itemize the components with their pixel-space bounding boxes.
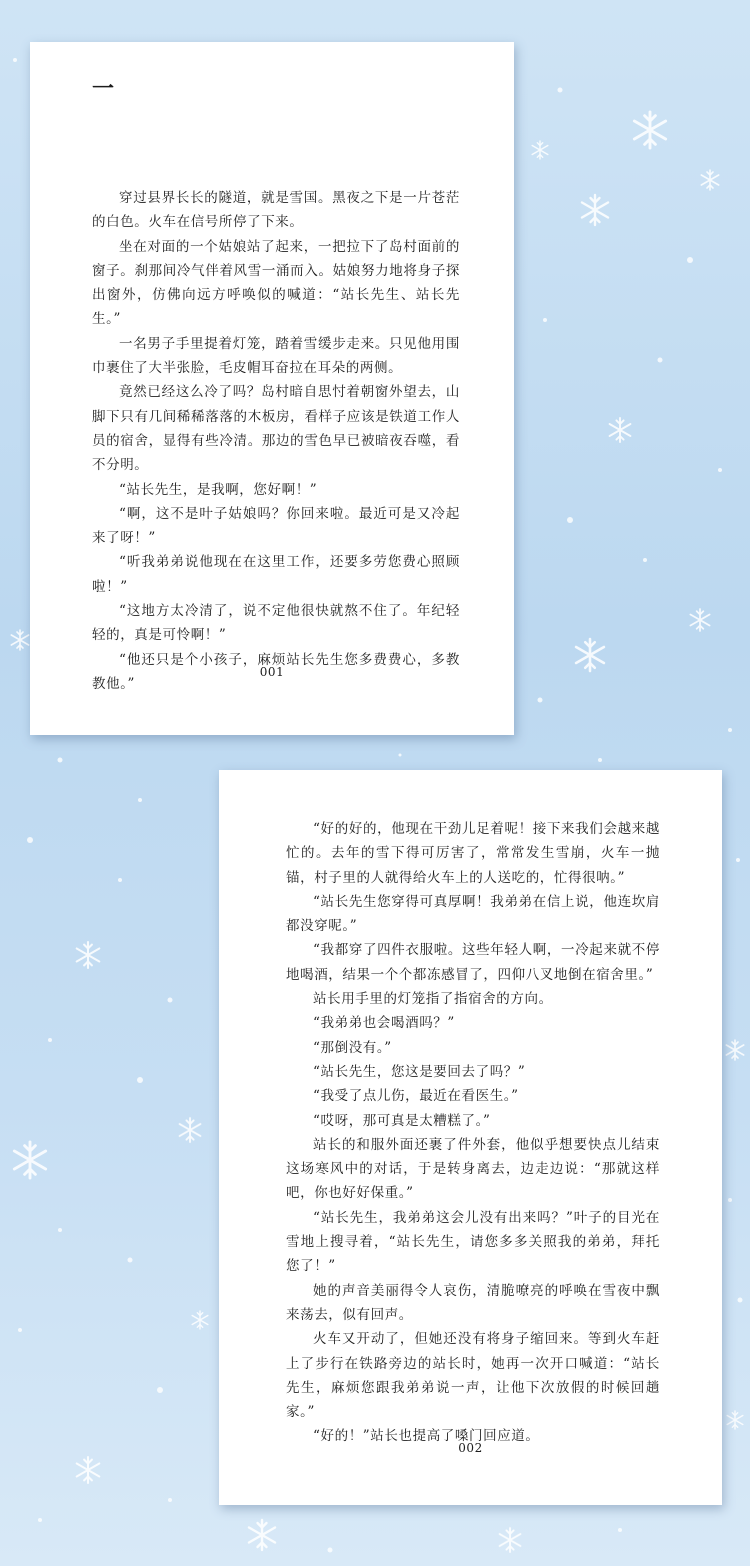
paragraph: “啊，这不是叶子姑娘吗？你回来啦。最近可是又冷起来了呀！”	[92, 505, 460, 547]
snowflake-icon	[701, 170, 718, 190]
snowflake-icon	[532, 141, 548, 159]
snowflake-icon	[500, 1528, 521, 1552]
page-text	[286, 817, 660, 1449]
paragraph: 一名男子手里提着灯笼，踏着雪缓步走来。只见他用围巾裹住了大半张脸，毛皮帽耳奋拉在耳朵的两侧。	[92, 335, 460, 377]
snowflake-icon	[77, 1457, 100, 1483]
paragraph: “我弟弟也会喝酒吗？”	[313, 1015, 455, 1032]
page-text	[92, 186, 460, 696]
paragraph: “好的！”站长也提高了嗓门回应道。	[313, 1428, 540, 1445]
paragraph: “哎呀，那可真是太糟糕了。”	[313, 1112, 491, 1129]
snowflake-icon	[180, 1118, 201, 1142]
paragraph: “好的好的，他现在干劲儿足着呢！接下来我们会越来越忙的。去年的雪下得可厉害了，常常发生雪崩，火车一抛锚，村子里的人就得给火车上的人送吃的，忙得很呐。”	[286, 821, 660, 886]
snowflake-icon	[14, 1142, 45, 1178]
book-page-2	[219, 770, 722, 1505]
paragraph: 竟然已经这么冷了吗？岛村暗自思忖着朝窗外望去，山脚下只有几间稀稀落落的木板房，看样子应该是铁道工作人员的宿舍，显得有些冷清。那边的雪色早已被暗夜吞噬，看不分明。	[92, 384, 460, 474]
paragraph: 火车又开动了，但她还没有将身子缩回来。等到火车赶上了步行在铁路旁边的站长时，她再一次开口喊道：“站长先生，麻烦您跟我弟弟说一声，让他下次放假的时候回趟家。”	[286, 1331, 660, 1421]
snowflake-icon	[582, 195, 608, 225]
paragraph: “站长先生，您这是要回去了吗？”	[313, 1063, 526, 1080]
paragraph: “他还只是个小孩子，麻烦站长先生您多费费心，多教教他。”	[92, 651, 460, 692]
paragraph: 站长的和服外面还裹了件外套，他似乎想要快点儿结束这场寒风中的对话，于是转身离去，边走边说：“那就这样吧，你也好好保重。”	[286, 1136, 660, 1202]
paragraph: “我都穿了四件衣服啦。这些年轻人啊，一冷起来就不停地喝酒，结果一个个都冻感冒了，四仰八叉地倒在宿舍里。”	[286, 942, 660, 983]
snowflake-icon	[249, 1520, 275, 1550]
paragraph: 她的声音美丽得令人哀伤，清脆嘹亮的呼唤在雪夜中飘来荡去，似有回声。	[286, 1282, 660, 1323]
paragraph: 穿过县界长长的隧道，就是雪国。黑夜之下是一片苍茫的白色。火车在信号所停了下来。	[92, 190, 460, 231]
snowflake-icon	[192, 1311, 208, 1329]
paragraph: “这地方太冷清了，说不定他很快就熬不住了。年纪轻轻的，真是可怜啊！”	[92, 603, 460, 644]
paragraph: “站长先生您穿得可真厚啊！我弟弟在信上说，他连坎肩都没穿呢。”	[286, 893, 660, 935]
snowflake-icon	[610, 418, 631, 442]
book-page-1	[30, 42, 514, 735]
paragraph: 站长用手里的灯笼指了指宿舍的方向。	[313, 991, 553, 1008]
snowflake-icon	[11, 630, 28, 650]
paragraph: “我受了点儿伤，最近在看医生。”	[313, 1088, 519, 1105]
paragraph: “站长先生，我弟弟这会儿没有出来吗？”叶子的目光在雪地上搜寻着，“站长先生，请您多多关照我的弟弟，拜托您了！”	[286, 1209, 660, 1275]
paragraph: “那倒没有。”	[313, 1039, 392, 1056]
page-number: 002	[458, 1441, 483, 1455]
snowflake-icon	[634, 112, 665, 148]
snowflake-icon	[576, 639, 604, 671]
paragraph: “站长先生，是我啊，您好啊！”	[119, 481, 318, 498]
snowflake-icon	[77, 942, 100, 968]
paragraph: “听我弟弟说他现在在这里工作，还要多劳您费心照顾啦！”	[92, 554, 460, 595]
page-number: 001	[259, 665, 285, 679]
snowflake-icon	[690, 609, 709, 631]
chapter-title: 一	[92, 76, 117, 102]
snowflake-icon	[726, 1040, 743, 1060]
paragraph: 坐在对面的一个姑娘站了起来，一把拉下了岛村面前的窗子。刹那间冷气伴着风雪一涌而入。姑娘努力地将身子探出窗外，仿佛向远方呼唤似的喊道：“站长先生、站长先生。”	[92, 238, 460, 328]
snowflake-icon	[727, 1411, 743, 1429]
